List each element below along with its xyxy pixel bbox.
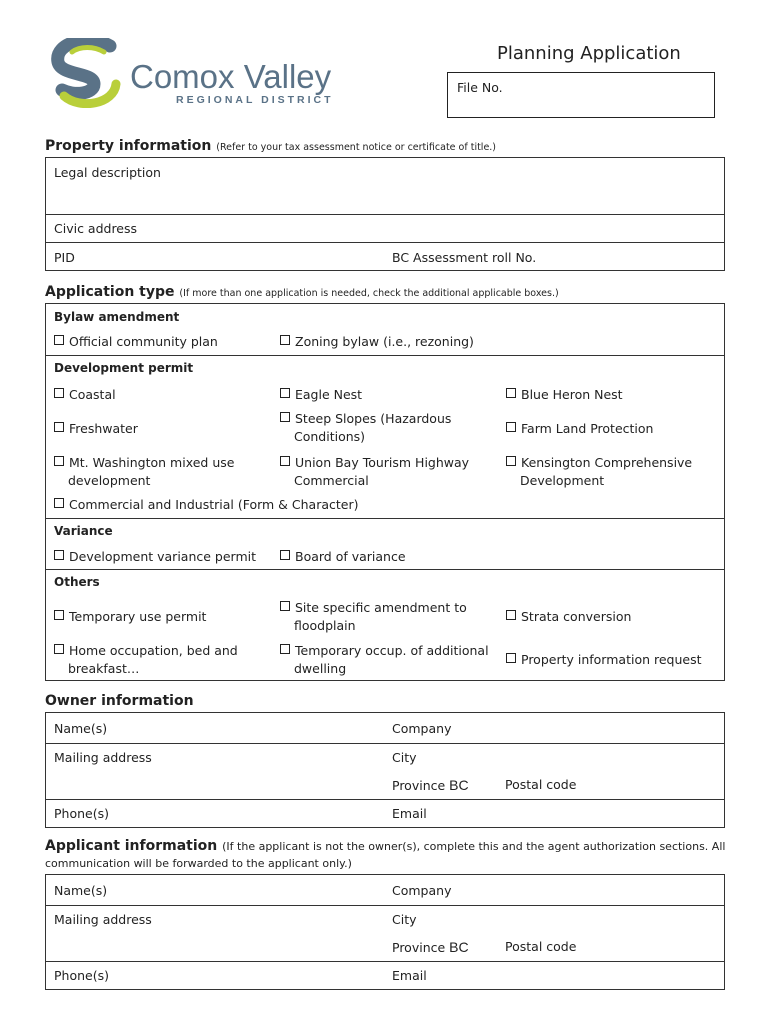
applicant-table [45, 874, 725, 990]
property-heading [45, 138, 496, 154]
checkbox-label: Zoning bylaw (i.e., rezoning) [295, 334, 474, 349]
checkbox-icon [54, 422, 64, 432]
applicant-company-field[interactable]: Company [392, 883, 452, 898]
checkbox-farm-land-protection[interactable] [506, 421, 653, 436]
checkbox-label: Farm Land Protection [521, 421, 654, 436]
logo-subtitle: REGIONAL DISTRICT [176, 94, 334, 106]
pid-field[interactable]: PID [54, 250, 75, 265]
file-no-label: File No. [457, 80, 503, 95]
applicant-note-line1: (If the applicant is not the owner(s), complete this and the agent authorization sections. All [222, 840, 726, 853]
application-heading-text: Application type [45, 284, 175, 300]
checkbox-kensington[interactable] [506, 454, 720, 490]
roll-no-field[interactable]: BC Assessment roll No. [392, 250, 537, 265]
owner-table [45, 712, 725, 828]
applicant-names-field[interactable]: Name(s) [54, 883, 108, 898]
checkbox-icon [54, 388, 64, 398]
checkbox-icon [280, 456, 290, 466]
owner-mailing-address-field[interactable]: Mailing address [54, 750, 152, 765]
owner-postal-code-field[interactable]: Postal code [505, 777, 577, 792]
applicant-phone-field[interactable]: Phone(s) [54, 968, 109, 983]
checkbox-icon [506, 388, 516, 398]
checkbox-site-specific-amendment[interactable] [280, 599, 484, 635]
checkbox-label: Strata conversion [521, 609, 632, 624]
others-heading: Others [54, 575, 100, 589]
checkbox-icon [280, 550, 290, 560]
checkbox-label: Steep Slopes (Hazardous Conditions) [294, 411, 452, 444]
checkbox-union-bay[interactable] [280, 454, 484, 490]
checkbox-strata-conversion[interactable] [506, 609, 631, 624]
page-title: Planning Application [497, 43, 681, 64]
checkbox-icon [54, 335, 64, 345]
checkbox-label: Property information request [521, 652, 702, 667]
checkbox-label: Coastal [69, 387, 116, 402]
checkbox-label: Freshwater [69, 421, 138, 436]
checkbox-blue-heron-nest[interactable] [506, 387, 623, 402]
checkbox-label: Mt. Washington mixed use development [68, 455, 235, 488]
checkbox-label: Temporary occup. of additional dwelling [294, 643, 489, 676]
province-value: BC [449, 939, 469, 955]
applicant-mailing-address-field[interactable]: Mailing address [54, 912, 152, 927]
dp-heading: Development permit [54, 361, 194, 375]
checkbox-icon [280, 601, 290, 611]
owner-province-field[interactable] [392, 777, 469, 793]
checkbox-icon [280, 644, 290, 654]
checkbox-label: Site specific amendment to floodplain [294, 600, 467, 633]
owner-email-field[interactable]: Email [392, 806, 427, 821]
owner-city-field[interactable]: City [392, 750, 417, 765]
application-table [45, 303, 725, 681]
application-heading [45, 284, 559, 300]
checkbox-icon [54, 610, 64, 620]
checkbox-board-of-variance[interactable] [280, 549, 406, 564]
owner-names-field[interactable]: Name(s) [54, 721, 108, 736]
checkbox-mt-washington[interactable] [54, 454, 258, 490]
property-note: (Refer to your tax assessment notice or certificate of title.) [216, 142, 497, 153]
checkbox-steep-slopes[interactable] [280, 410, 464, 446]
province-label: Province [392, 940, 446, 955]
file-no-field[interactable] [447, 72, 715, 118]
checkbox-dev-variance-permit[interactable] [54, 549, 256, 564]
checkbox-icon [280, 412, 290, 422]
checkbox-label: Blue Heron Nest [521, 387, 623, 402]
cvrd-logo [50, 38, 350, 108]
checkbox-temporary-occupation[interactable] [280, 642, 494, 678]
owner-company-field[interactable]: Company [392, 721, 452, 736]
checkbox-eagle-nest[interactable] [280, 387, 362, 402]
applicant-heading-text: Applicant information [45, 838, 218, 854]
applicant-province-field[interactable] [392, 939, 469, 955]
checkbox-label: Board of variance [295, 549, 406, 564]
logo-name: Comox Valley [130, 58, 332, 95]
checkbox-icon [506, 653, 516, 663]
variance-heading: Variance [54, 524, 113, 538]
checkbox-label: Union Bay Tourism Highway Commercial [294, 455, 470, 488]
applicant-city-field[interactable]: City [392, 912, 417, 927]
checkbox-zoning-bylaw[interactable] [280, 334, 474, 349]
logo-s-mark-icon [50, 38, 122, 108]
province-value: BC [449, 777, 469, 793]
checkbox-icon [280, 388, 290, 398]
checkbox-freshwater[interactable] [54, 421, 138, 436]
applicant-postal-code-field[interactable]: Postal code [505, 939, 577, 954]
application-note: (If more than one application is needed, check the additional applicable boxes.) [179, 288, 559, 299]
property-table [45, 157, 725, 271]
checkbox-property-information-request[interactable] [506, 652, 702, 667]
applicant-heading [45, 838, 725, 854]
province-label: Province [392, 778, 446, 793]
legal-description-field[interactable]: Legal description [54, 165, 161, 180]
applicant-email-field[interactable]: Email [392, 968, 427, 983]
property-heading-text: Property information [45, 138, 212, 154]
owner-heading: Owner information [45, 693, 194, 709]
civic-address-field[interactable]: Civic address [54, 221, 138, 236]
checkbox-label: Eagle Nest [295, 387, 363, 402]
checkbox-home-occupation[interactable] [54, 642, 258, 678]
owner-phone-field[interactable]: Phone(s) [54, 806, 109, 821]
checkbox-icon [54, 644, 64, 654]
checkbox-label: Kensington Comprehensive Development [520, 455, 693, 488]
checkbox-icon [506, 610, 516, 620]
checkbox-label: Development variance permit [69, 549, 257, 564]
checkbox-official-community-plan[interactable] [54, 334, 218, 349]
checkbox-icon [506, 456, 516, 466]
checkbox-commercial-industrial[interactable] [54, 497, 358, 512]
checkbox-icon [54, 498, 64, 508]
checkbox-icon [280, 335, 290, 345]
checkbox-label: Official community plan [69, 334, 218, 349]
checkbox-label: Home occupation, bed and breakfast… [68, 643, 238, 676]
checkbox-icon [54, 456, 64, 466]
applicant-note-line2: communication will be forwarded to the applicant only.) [45, 857, 352, 870]
checkbox-icon [506, 422, 516, 432]
checkbox-temporary-use-permit[interactable] [54, 609, 206, 624]
checkbox-coastal[interactable] [54, 387, 116, 402]
checkbox-icon [54, 550, 64, 560]
checkbox-label: Commercial and Industrial (Form & Character) [69, 497, 359, 512]
checkbox-label: Temporary use permit [69, 609, 207, 624]
bylaw-heading: Bylaw amendment [54, 310, 180, 324]
